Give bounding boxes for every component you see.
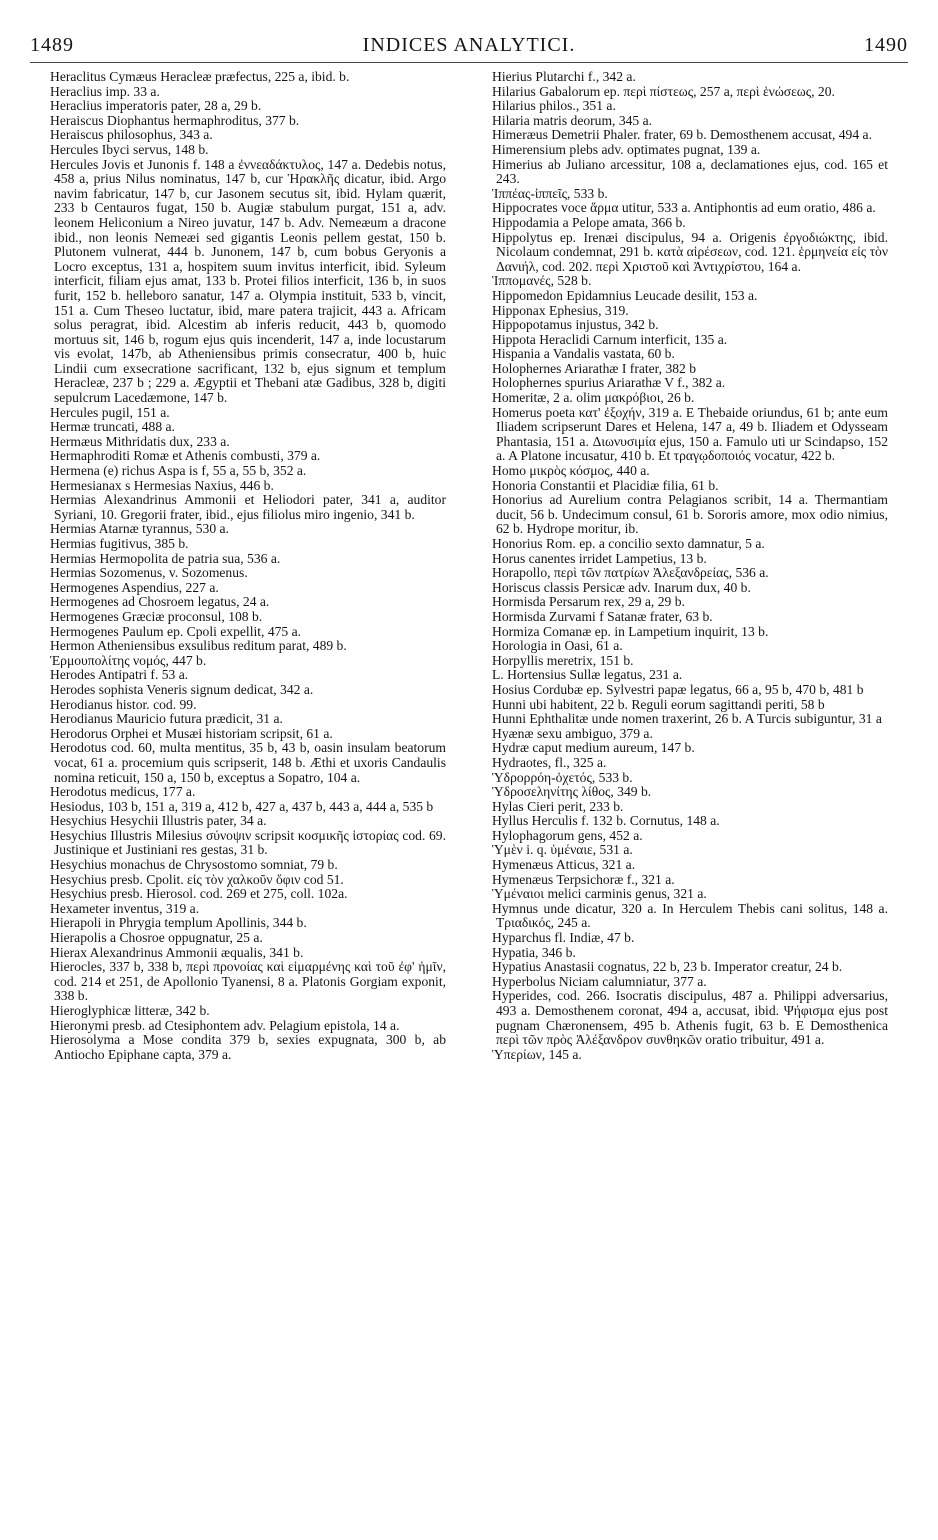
index-entry: Hermias Alexandrinus Ammonii et Heliodori pater, 341 a, auditor Syriani, 10. Gregorii frater, ibid., ejus filiolus miro ingenio, 341 b.	[50, 492, 446, 522]
index-entry: Hesychius presb. Hierosol. cod. 269 et 275, coll. 102a.	[50, 886, 348, 902]
index-entry: Ὑμὲν i. q. ὑμέναιε, 531 a.	[492, 842, 633, 858]
index-entry: Hierocles, 337 b, 338 b, περὶ προνοίας καὶ εἱμαρμένης καὶ τοῦ ἐφ' ἡμῖν, cod. 214 et 251, de Apollonio Tyanensi, 8 a. Platonis Gorgiam exponit, 338 b.	[50, 959, 446, 1004]
index-entry: Hilarius Gabalorum ep. περὶ πίστεως, 257 a, περὶ ἑνώσεως, 20.	[492, 83, 835, 99]
index-entry: Ἑρμουπολίτης νομός, 447 b.	[50, 652, 207, 668]
index-entry: Hymnus unde dicatur, 320 a. In Herculem Thebis cani solitus, 148 a. Τριαδικός, 245 a.	[492, 900, 888, 931]
page-number-left: 1489	[30, 34, 74, 56]
index-entry: Ἱππομανές, 528 b.	[492, 273, 592, 289]
index-entry: Hydraotes, fl., 325 a.	[492, 754, 607, 770]
index-entry: Hermogenes Paulum ep. Cpoli expellit, 475 a.	[50, 623, 302, 639]
index-entry: Horpyllis meretrix, 151 b.	[492, 652, 634, 668]
index-entry: Ὑμέναιοι melici carminis genus, 321 a.	[492, 886, 707, 902]
index-entry: Hylophagorum gens, 452 a.	[492, 827, 643, 843]
index-entry: Hypatius Anastasii cognatus, 22 b, 23 b. Imperator creatur, 24 b.	[492, 959, 843, 975]
index-entry: Heraclius imperatoris pater, 28 a, 29 b.	[50, 98, 262, 114]
index-entry: Hierosolyma a Mose condita 379 b, sexies expugnata, 300 b, ab Antiocho Epiphane capta, 379 a.	[50, 1032, 446, 1062]
index-entry: Ὑδρορρόη-ὀχετός, 533 b.	[492, 769, 633, 785]
index-entry: Honoria Constantii et Placidiæ filia, 61 b.	[492, 477, 719, 493]
index-entry: Hipponax Ephesius, 319.	[492, 302, 629, 318]
index-entry: Hierax Alexandrinus Ammonii æqualis, 341 b.	[50, 944, 304, 960]
index-entry: Herodianus Mauricio futura prædicit, 31 a.	[50, 711, 283, 727]
index-entry: Hunni ubi habitent, 22 b. Reguli eorum sagittandi periti, 58 b	[492, 696, 825, 712]
page-number-right: 1490	[864, 34, 908, 56]
index-entry: Herodorus Orphei et Musæi historiam scripsit, 61 a.	[50, 725, 333, 741]
index-entry: Hippopotamus injustus, 342 b.	[492, 317, 659, 333]
index-entry: Hercules Ibyci servus, 148 b.	[50, 141, 209, 157]
index-entry: Hercules Jovis et Junonis f. 148 a ἐννεαδάκτυλος, 147 a. Dedebis notus, 458 a, prius Nilus nominatus, 147 b, cur Ἡρακλῆς dicatur, ibid. Argo navim fabricatur, 147 b, cur Jasonem secutus sit, ibid. Hylam quærit, 233 b Centauros fugat, 150 b. Augiæ stabulum purgat, 151 a, adv. leonem Heliconium a Nireo juvatur, 147 b. Adv. Nemeæum a dracone ibid., non leonis Nemeæi sed gigantis Leonis pellem gestat, 150 b. Plutonem vulnerat, 444 b. Junonem, 147 b, cum bobus Geryonis a Locro exceptus, 131 a, hospitem suum invitus interficit, ibid. Syleum interficit, filiam ejus amat, 133 b. Protei filios interficit, 136 b, in suos furit, 152 b. helleboro sanatur, 147 a. Olympia instituit, 533 b, vincit, 151 a. Cum Theseo luctatur, ibid, mare patera trajicit, 443 a. Africam solus peragrat, ibid. Alcestim ab inferis reducit, 443 b, quomodo mortuus sit, 146 b, rogum ejus quis incenderit, 147 a, inde locustarum vis evolat, 147b, ab Atheniensibus primis consecratur, 400 b, huic Lindii cum exsecratione sacrificant, 132 b, ejus signum et templum Heracleæ, 237 b ; 229 a. Ægyptii et Thebani atæ Gadibus, 328 b, digiti sepulcrum Lacedæmone, 147 b.	[50, 156, 446, 406]
index-entry: Hermena (e) richus Aspa is f, 55 a, 55 b, 352 a.	[50, 463, 307, 479]
index-entry: Hermesianax s Hermesias Naxius, 446 b.	[50, 477, 274, 493]
index-entry: Hilarius philos., 351 a.	[492, 98, 616, 114]
index-entry: Homo μικρὸς κόσμος, 440 a.	[492, 463, 650, 479]
index-entry: Hyllus Herculis f. 132 b. Cornutus, 148 a.	[492, 813, 720, 829]
index-entry: Hermias fugitivus, 385 b.	[50, 536, 189, 551]
index-entry: Hormisda Persarum rex, 29 a, 29 b.	[492, 594, 685, 610]
index-entry: Hexameter inventus, 319 a.	[50, 900, 200, 916]
index-entry: Honorius ad Aurelium contra Pelagianos scribit, 14 a. Thermantiam ducit, 56 b. Undecimum consul, 61 b. Sororis amore, mox odio nimius, 62 b. Hydrope moritur, ib.	[492, 492, 888, 537]
index-entry: Hosius Cordubæ ep. Sylvestri papæ legatus, 66 a, 95 b, 470 b, 481 b	[492, 681, 864, 697]
index-entry: Hermæ truncati, 488 a.	[50, 419, 175, 435]
running-title: INDICES ANALYTICI.	[362, 34, 576, 56]
index-entry: Hieroglyphicæ litteræ, 342 b.	[50, 1003, 210, 1018]
index-entry: Horapollo, περὶ τῶν πατρίων Ἀλεξανδρείας, 536 a.	[492, 565, 769, 581]
index-entry: Herodes Antipatri f. 53 a.	[50, 667, 189, 683]
index-entry: Hermias Atarnæ tyrannus, 530 a.	[50, 521, 229, 537]
index-entry: Herodotus medicus, 177 a.	[50, 784, 196, 800]
index-entry: Horologia in Oasi, 61 a.	[492, 638, 623, 654]
index-entry: Hermogenes Aspendius, 227 a.	[50, 579, 219, 595]
index-entry: Hermias Sozomenus, v. Sozomenus.	[50, 565, 248, 581]
index-entry: Himerius ab Juliano arcessitur, 108 a, declamationes ejus, cod. 165 et 243.	[492, 156, 888, 187]
index-entry: Hymenæus Atticus, 321 a.	[492, 857, 636, 873]
index-entry: Herodotus cod. 60, multa mentitus, 35 b, 43 b, oasin insulam beatorum vocat, 61 a. procemium quis scripserit, 148 b. Æthi et uxoris Candaulis nomina reticuit, 150 a, 150 b, exceptus a Sopatro, 104 a.	[50, 740, 446, 785]
index-entry: Hyperbolus Niciam calumniatur, 377 a.	[492, 973, 707, 989]
page-header	[30, 26, 908, 60]
index-entry: Hierapoli in Phrygia templum Apollinis, 344 b.	[50, 915, 307, 931]
index-entry: Ὑπερίων, 145 a.	[492, 1046, 582, 1062]
index-column-right	[474, 70, 888, 1532]
index-entry: Hippodamia a Pelope amata, 366 b.	[492, 214, 686, 230]
index-entry: Homerus poeta κατ' ἐξοχήν, 319 a. E Thebaide oriundus, 61 b; ante eum Iliadem scripserunt Dares et Helena, 147 a, 49 b. Iliadem et Odysseam Phantasia, 151 a. Διωνυσιμία ejus, 150 a. Famulo uti ur Scindapso, 152 a. A Platone incusatur, 410 b. Et τραγῳδοποιός vocatur, 422 b.	[492, 404, 888, 464]
index-entry: Himeræus Demetrii Phaler. frater, 69 b. Demosthenem accusat, 494 a.	[492, 127, 872, 143]
index-entry: Himerensium plebs adv. optimates pugnat, 139 a.	[492, 141, 761, 157]
header-rule	[30, 62, 908, 63]
index-entry: Holophernes spurius Ariarathæ V f., 382 a.	[492, 375, 726, 391]
index-entry: Hermaphroditi Romæ et Athenis combusti, 379 a.	[50, 448, 321, 464]
index-entry: Hyænæ sexu ambiguo, 379 a.	[492, 725, 653, 741]
index-entry: Hispania a Vandalis vastata, 60 b.	[492, 346, 675, 362]
index-entry: Hieronymi presb. ad Ctesiphontem adv. Pelagium epistola, 14 a.	[50, 1017, 400, 1033]
index-entry: Hierius Plutarchi f., 342 a.	[492, 70, 636, 84]
index-entry: Hippota Heraclidi Carnum interficit, 135 a.	[492, 331, 728, 347]
index-entry: Hermogenes Græciæ proconsul, 108 b.	[50, 608, 263, 624]
index-entry: Hyparchus fl. Indiæ, 47 b.	[492, 930, 635, 946]
index-entry: Ὑδροσεληνίτης λίθος, 349 b.	[492, 784, 652, 800]
index-entry: Herodes sophista Veneris signum dedicat, 342 a.	[50, 681, 314, 697]
index-entry: Hermogenes ad Chosroem legatus, 24 a.	[50, 594, 270, 610]
index-entry: L. Hortensius Sullæ legatus, 231 a.	[492, 667, 683, 683]
index-entry: Hermon Atheniensibus exsulibus reditum parat, 489 b.	[50, 638, 347, 654]
index-entry: Hunni Ephthalitæ unde nomen traxerint, 26 b. A Turcis subiguntur, 31 a	[492, 711, 882, 727]
index-entry: Heraclitus Cymæus Heracleæ præfectus, 225 a, ibid. b.	[50, 70, 350, 84]
index-entry: Hypatia, 346 b.	[492, 944, 576, 960]
index-entry: Hyperides, cod. 266. Isocratis discipulus, 487 a. Philippi adversarius, 493 a. Demosthenem coronat, 494 a, accusat, ibid. Ψήφισμα ejus post pugnam Chæronensem, 495 b. Athenis fugit, 63 b. E Demosthenica περὶ τῶν πρὸς Ἀλέξανδρον συνθηκῶν oratio tribuitur, 491 a.	[492, 988, 888, 1048]
index-entry: Hormiza Comanæ ep. in Lampetium inquirit, 13 b.	[492, 623, 769, 639]
index-entry: Hippomedon Epidamnius Leucade desilit, 153 a.	[492, 287, 758, 303]
index-entry: Horiscus classis Persicæ adv. Inarum dux, 40 b.	[492, 579, 751, 595]
index-column-left	[32, 70, 446, 1532]
index-entry: Hilaria matris deorum, 345 a.	[492, 112, 653, 128]
index-entry: Heraiscus philosophus, 343 a.	[50, 127, 213, 143]
index-entry: Heraclius imp. 33 a.	[50, 83, 160, 99]
index-entry: Hylas Cieri perit, 233 b.	[492, 798, 624, 814]
index-entry: Holophernes Ariarathæ I frater, 382 b	[492, 360, 697, 376]
index-entry: Honorius Rom. ep. a concilio sexto damnatur, 5 a.	[492, 536, 765, 551]
index-entry: Hermæus Mithridatis dux, 233 a.	[50, 433, 230, 449]
index-entry: Hesychius monachus de Chrysostomo somniat, 79 b.	[50, 857, 338, 873]
index-entry: Hippolytus ep. Irenæi discipulus, 94 a. Origenis ἐργοδιώκτης, ibid. Nicolaum condemnat, 291 b. κατὰ αἱρέσεων, cod. 121. ἑρμηνεία εἰς τὸν Δανιήλ, cod. 202. περὶ Χριστοῦ καὶ Ἀντιχρίστου, 164 a.	[492, 229, 888, 274]
index-entry: Hesiodus, 103 b, 151 a, 319 a, 412 b, 427 a, 437 b, 443 a, 444 a, 535 b	[50, 798, 434, 814]
index-entry: Horus canentes irridet Lampetius, 13 b.	[492, 550, 707, 566]
index-entry: Hesychius presb. Cpolit. εἰς τὸν χαλκοῦν ὄφιν cod 51.	[50, 871, 344, 887]
index-entry: Herodianus histor. cod. 99.	[50, 696, 197, 712]
index-entry: Hippocrates voce ἅρμα utitur, 533 a. Antiphontis ad eum oratio, 486 a.	[492, 200, 876, 216]
index-entry: Hydræ caput medium aureum, 147 b.	[492, 740, 695, 756]
index-entry: Hesychius Hesychii Illustris pater, 34 a.	[50, 813, 267, 829]
index-entry: Hermias Hermopolita de patria sua, 536 a.	[50, 550, 281, 566]
index-entry: Hierapolis a Chosroe oppugnatur, 25 a.	[50, 930, 263, 946]
index-entry: Ἱππέας-ἱππεῖς, 533 b.	[492, 185, 608, 201]
index-entry: Homeritæ, 2 a. olim μακρόβιοι, 26 b.	[492, 390, 695, 406]
index-entry: Hesychius Illustris Milesius σύνοψιν scripsit κοσμικῆς ἱστορίας cod. 69. Justinique et Justiniani res gestas, 31 b.	[50, 827, 446, 858]
index-entry: Hormisda Zurvami f Satanæ frater, 63 b.	[492, 608, 713, 624]
index-entry: Heraiscus Diophantus hermaphroditus, 377 b.	[50, 112, 300, 128]
index-entry: Hymenæus Terpsichoræ f., 321 a.	[492, 871, 675, 887]
index-entry: Hercules pugil, 151 a.	[50, 404, 170, 420]
